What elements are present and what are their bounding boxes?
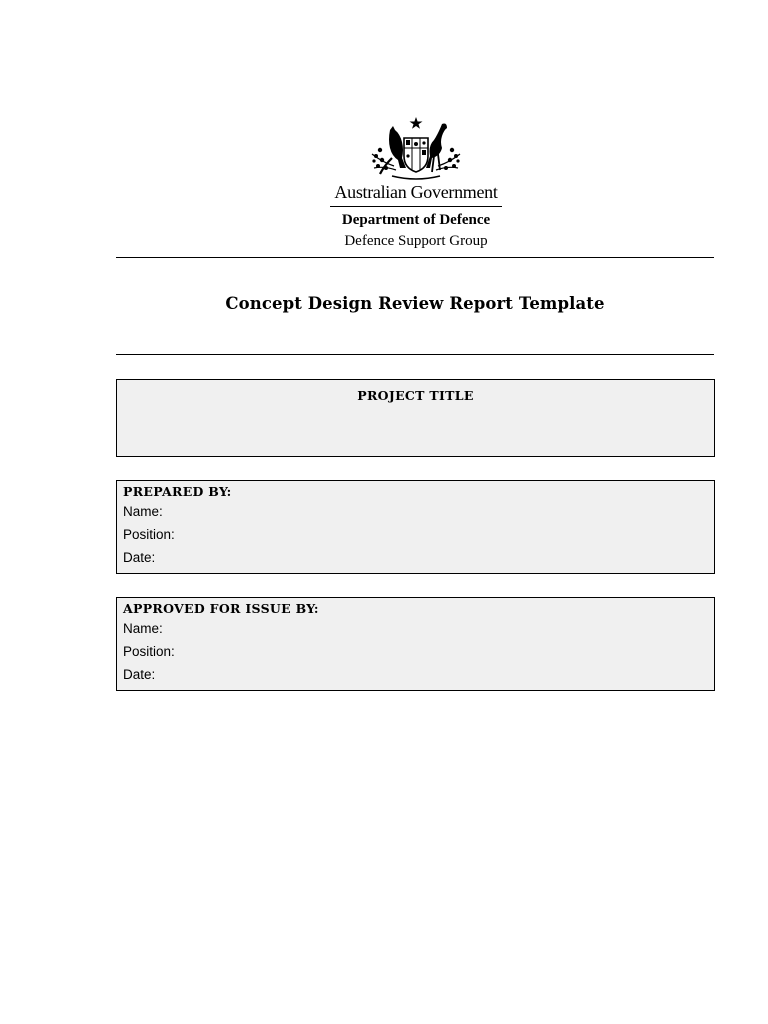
logo-divider	[330, 206, 502, 207]
title-divider	[116, 354, 714, 355]
top-divider	[116, 257, 714, 258]
coat-of-arms-icon	[368, 116, 464, 182]
project-title-box	[116, 379, 715, 457]
approved-for-issue-box	[116, 597, 715, 691]
government-name: Australian Government	[334, 182, 498, 202]
prepared-by-heading: PREPARED BY:	[123, 484, 232, 499]
government-logo	[328, 116, 504, 252]
approved-position-label: Position:	[123, 644, 175, 659]
project-title-heading: PROJECT TITLE	[357, 388, 474, 403]
approved-name-label: Name:	[123, 621, 163, 636]
document-title: Concept Design Review Report Template	[225, 294, 605, 313]
approved-by-heading: APPROVED FOR ISSUE BY:	[123, 601, 319, 616]
prepared-by-box	[116, 480, 715, 574]
prepared-position-label: Position:	[123, 527, 175, 542]
department-name: Department of Defence	[341, 212, 491, 228]
approved-date-label: Date:	[123, 667, 156, 682]
prepared-date-label: Date:	[123, 550, 156, 565]
group-name: Defence Support Group	[344, 233, 488, 249]
prepared-name-label: Name:	[123, 504, 163, 519]
